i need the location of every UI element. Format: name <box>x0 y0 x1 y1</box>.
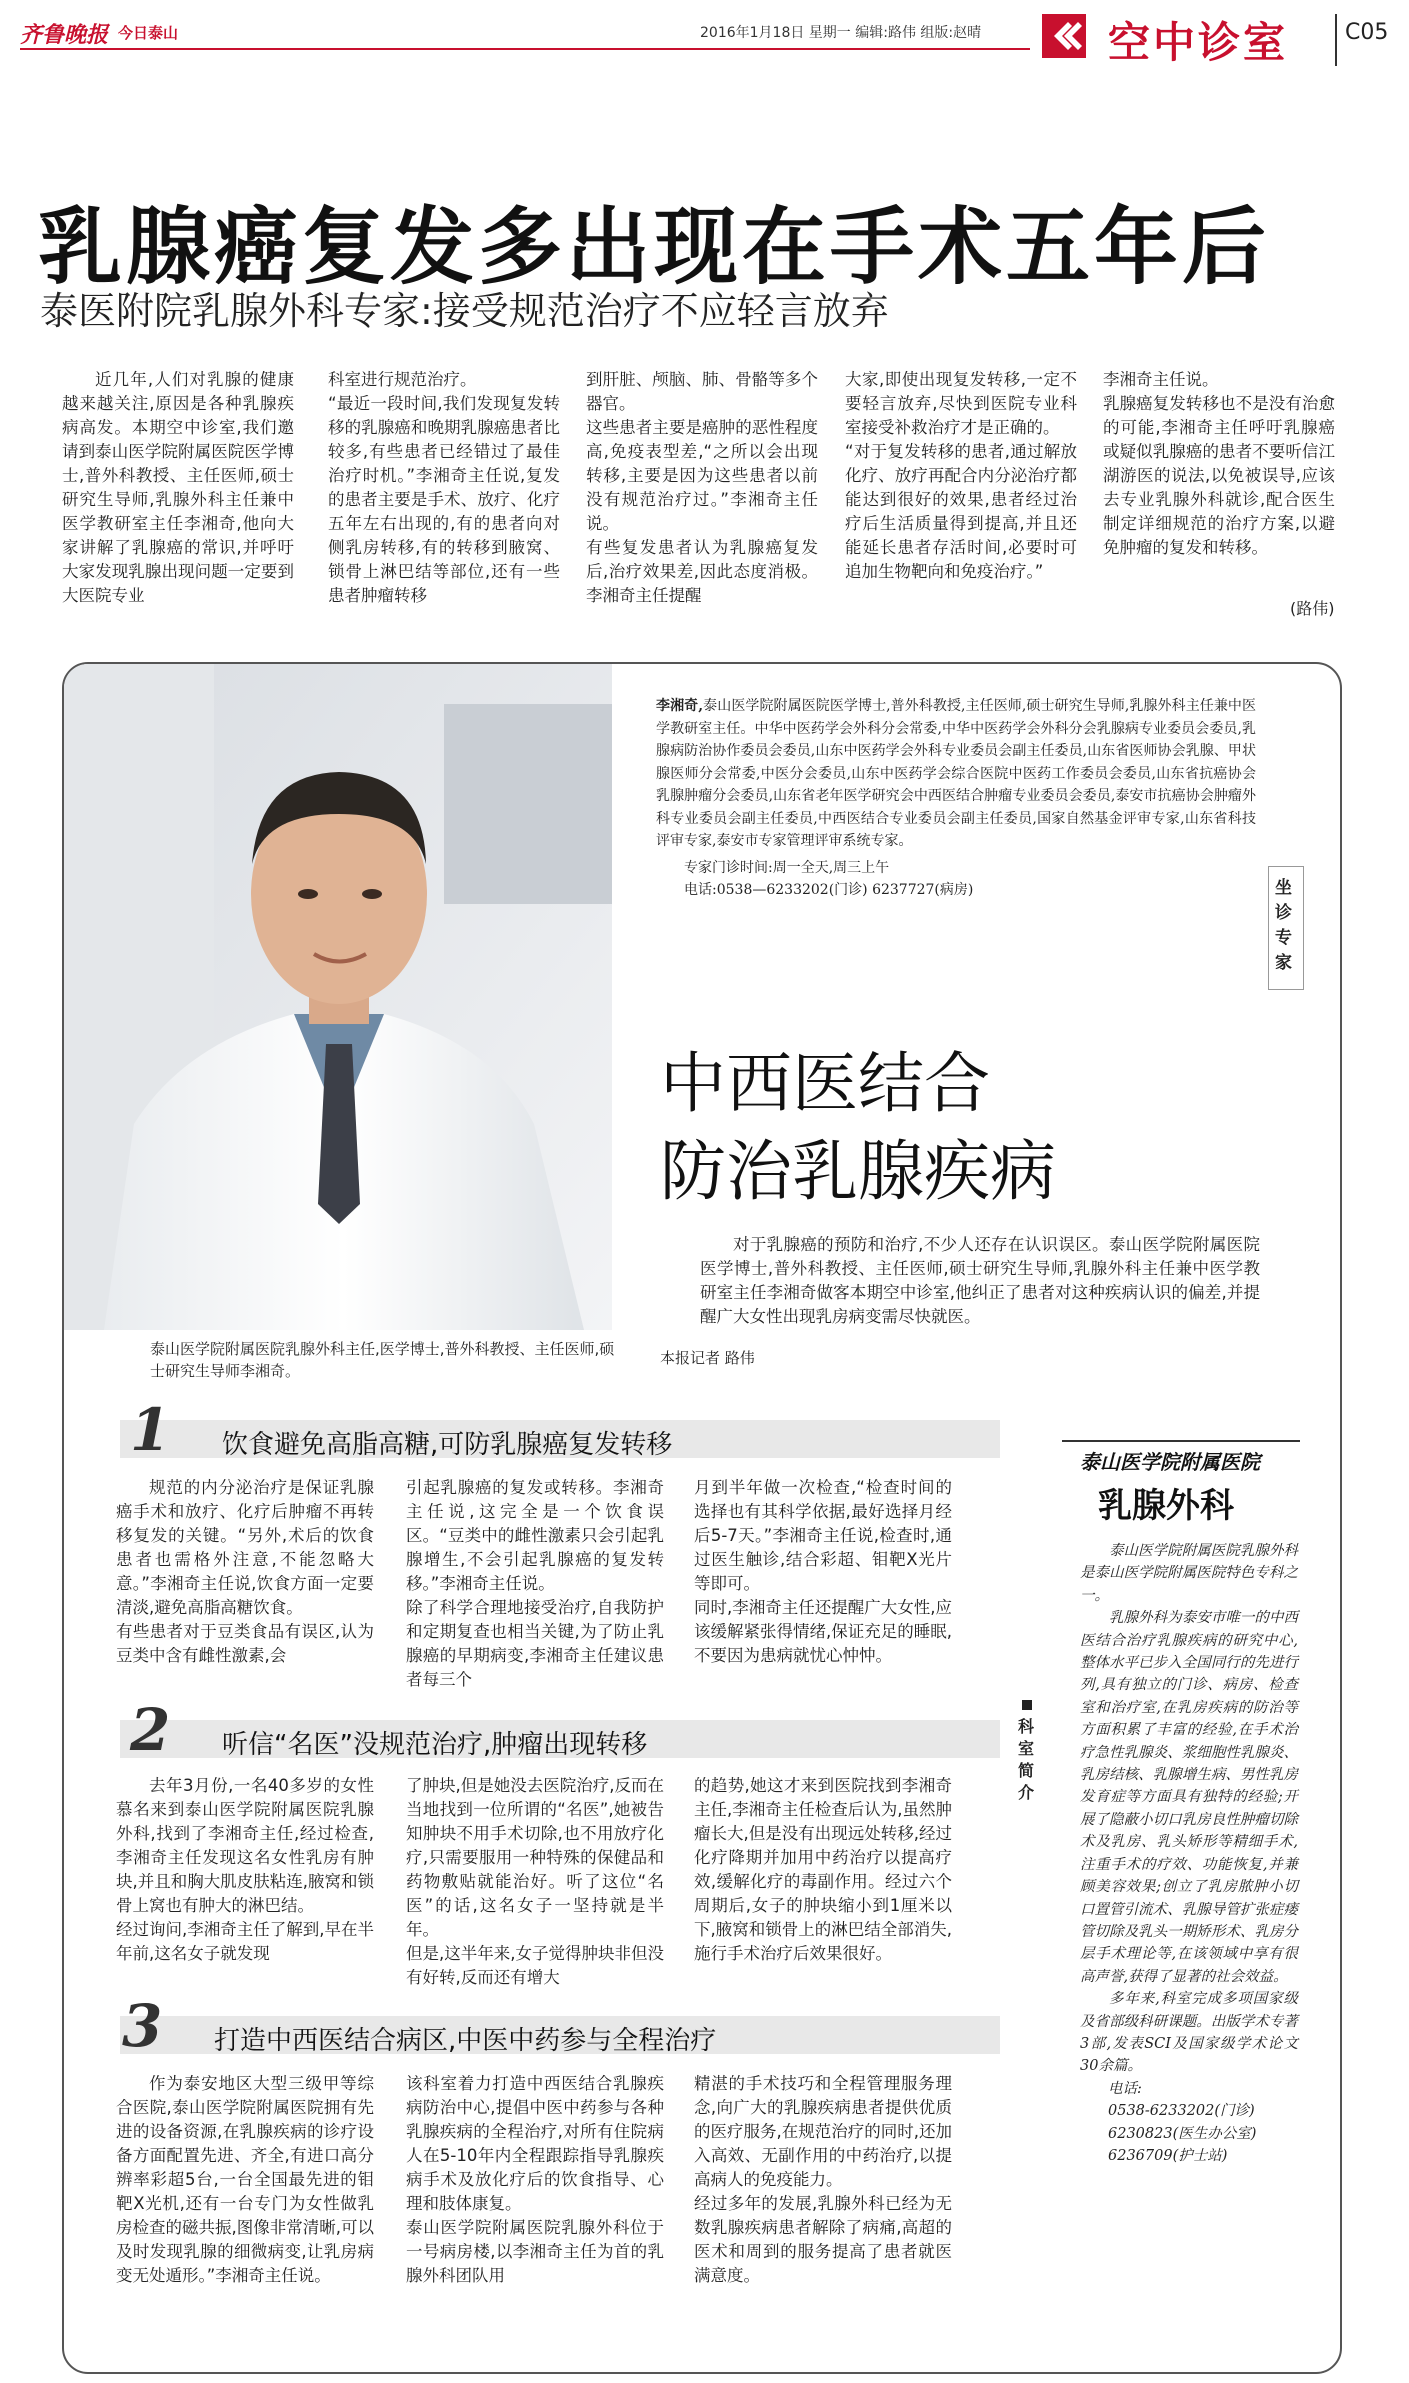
section-chevron-icon <box>1042 14 1086 58</box>
sidebar-body <box>1080 1540 1298 2167</box>
lead-column-5: 李湘奇主任说。 乳腺癌复发转移也不是没有治愈的可能,李湘奇主任呼吁乳腺癌或疑似乳腺癌的患者不要听信江湖游医的说法,以免被误导,应该去专业乳腺外科就诊,配合医生制定详细规范的治疗方案,以避免肿瘤的复发和转移。 <box>1103 370 1335 557</box>
section-3-number: 3 <box>122 1992 163 2060</box>
section-3-column-1: 作为泰安地区大型三级甲等综合医院,泰山医学院附属医院拥有先进的设备资源,在乳腺疾病的诊疗设备方面配置先进、齐全,有进口高分辨率彩超5台,一台全国最先进的钼靶X光机,还有一台专门为女性做乳房检查的磁共振,图像非常清晰,可以及时发现乳腺的细微病变,让乳房病变无处遁形。”李湘奇主任说。 <box>116 2074 374 2285</box>
sub-headline: 泰医附院乳腺外科专家:接受规范治疗不应轻言放弃 <box>40 289 889 333</box>
feature-intro: 对于乳腺癌的预防和治疗,不少人还存在认识误区。泰山医学院附属医院医学博士,普外科教授、主任医师,硕士研究生导师,乳腺外科主任兼中医学教研室主任李湘奇做客本期空中诊室,他纠正了患者对这种疾病认识的偏差,并提醒广大女性出现乳房病变需尽快就医。 <box>700 1235 1260 1326</box>
feature-title-line1: 中西医结合 <box>660 1045 990 1122</box>
expert-tag: 坐诊专家 <box>1275 878 1292 973</box>
page-number: C05 <box>1345 20 1389 45</box>
feature-title-line2: 防治乳腺疾病 <box>660 1133 1056 1210</box>
section-1-heading: 饮食避免高脂高糖,可防乳腺癌复发转移 <box>222 1430 673 1460</box>
section-1-column-3: 月到半年做一次检查,“检查时间的选择也有其科学依据,最好选择月经后5-7天。”李湘奇主任说,检查时,通过医生触诊,结合彩超、钼靶X光片等即可。 同时,李湘奇主任还提醒广大女性,应该缓解紧张得情绪,保证充足的睡眠,不要因为患病就忧心忡忡。 <box>694 1478 952 1665</box>
masthead-logo: 齐鲁晚报 <box>20 22 109 48</box>
expert-bio-text: 泰山医学院附属医院医学博士,普外科教授,主任医师,硕士研究生导师,乳腺外科主任兼中医学教研室主任。中华中医药学会外科分会常委,中华中医药学会外科分会乳腺病专业委员会委员,乳腺病防治协作委员会委员,山东中医药学会外科专业委员会副主任委员,山东省医师协会乳腺、甲状腺医师分会常委,中医分会委员,山东中医药学会综合医院中医药工作委员会委员,山东省抗癌协会乳腺肿瘤分会委员,山东省老年医学研究会中西医结合肿瘤专业委员会委员,泰安市抗癌协会肿瘤外科专业委员会副主任委员,中西医结合专业委员会副主任委员,国家自然基金评审专家,山东省科技评审专家,泰安市专家管理评审系统专家。 <box>656 698 1256 849</box>
reporter-byline: 本报记者 路伟 <box>660 1349 755 1367</box>
lead-column-4: 大家,即使出现复发转移,一定不要轻言放弃,尽快到医院专业科室接受补救治疗才是正确的。 “对于复发转移的患者,通过解放化疗、放疗再配合内分泌治疗都能达到很好的效果,患者经过治疗后生活质量得到提高,并且还能延长患者存活时间,必要时可追加生物靶向和免疫治疗。” <box>845 370 1077 581</box>
section-title: 空中诊室 <box>1108 18 1289 67</box>
issue-meta: 2016年1月18日 星期一 编辑:路伟 组版:赵晴 <box>700 25 982 41</box>
sidebar-paragraph-2: 乳腺外科为泰安市唯一的中西医结合治疗乳腺疾病的研究中心,整体水平已步入全国同行的先进行列,具有独立的门诊、病房、检查室和治疗室,在乳房疾病的防治等方面积累了丰富的经验,在手术治疗急性乳腺炎、浆细胞性乳腺炎、乳房结核、乳腺增生病、男性乳房发育症等方面具有独特的经验;开展了隐蔽小切口乳房良性肿瘤切除术及乳房、乳头矫形等精细手术,注重手术的疗效、功能恢复,并兼顾美容效果;创立了乳房脓肿小切口置管引流术、乳腺导管扩张症瘘管切除及乳头一期矫形术、乳房分层手术理论等,在该领域中享有很高声誉,获得了显著的社会效益。 <box>1080 1610 1298 1985</box>
sidebar-tag: 科室简介 <box>1018 1717 1035 1802</box>
lead-byline: (路伟) <box>1290 599 1335 618</box>
lead-column-3: 到肝脏、颅脑、肺、骨骼等多个器官。 这些患者主要是癌肿的恶性程度高,免疫表型差,“之所以会出现转移,主要是因为这些患者以前没有规范治疗过。”李湘奇主任说。 有些复发患者认为乳腺癌复发后,治疗效果差,因此态度消极。李湘奇主任提醒 <box>586 370 818 605</box>
sidebar-paragraph-1: 泰山医学院附属医院乳腺外科是泰山医学院附属医院特色专科之一。 <box>1080 1543 1298 1604</box>
section-2-heading: 听信“名医”没规范治疗,肿瘤出现转移 <box>222 1730 648 1760</box>
header-divider <box>1335 14 1337 66</box>
section-3-column-2: 该科室着力打造中西医结合乳腺疾病防治中心,提倡中医中药参与各种乳腺疾病的全程治疗,对所有住院病人在5-10年内全程跟踪指导乳腺疾病手术及放化疗后的饮食指导、心理和肢体康复。 泰山医学院附属医院乳腺外科位于一号病房楼,以李湘奇主任为首的乳腺外科团队用 <box>406 2074 664 2285</box>
expert-photo <box>64 664 612 1330</box>
sidebar-hospital: 泰山医学院附属医院 <box>1080 1450 1260 1474</box>
clinic-time: 专家门诊时间:周一全天,周三上午 <box>684 859 890 876</box>
section-1-number: 1 <box>130 1396 171 1464</box>
sidebar-dept: 乳腺外科 <box>1098 1486 1234 1526</box>
section-3-column-3: 精湛的手术技巧和全程管理服务理念,向广大的乳腺疾病患者提供优质的医疗服务,在规范治疗的同时,还加入高效、无副作用的中药治疗,以提高病人的免疫能力。 经过多年的发展,乳腺外科已经为无数乳腺疾病患者解除了病痛,高超的医术和周到的服务提高了患者就医满意度。 <box>694 2074 952 2285</box>
section-2-column-3: 的趋势,她这才来到医院找到李湘奇主任,李湘奇主任检查后认为,虽然肿瘤长大,但是没有出现远处转移,经过化疗降期并加用中药治疗以提高疗效,缓解化疗的毒副作用。经过六个周期后,女子的肿块缩小到1厘米以下,腋窝和锁骨上的淋巴结全部消失,施行手术治疗后效果很好。 <box>694 1776 952 1963</box>
expert-bio <box>656 695 1256 902</box>
sidebar-bullet-icon <box>1022 1700 1032 1710</box>
sidebar-phone-2: 6230823(医生办公室) <box>1108 2125 1257 2142</box>
expert-name: 李湘奇, <box>656 698 704 714</box>
lead-column-2: 科室进行规范治疗。 “最近一段时间,我们发现复发转移的乳腺癌和晚期乳腺癌患者比较多,有些患者已经错过了最佳治疗时机。”李湘奇主任说,复发的患者主要是手术、放疗、化疗五年左右出现的,有的患者向对侧乳房转移,有的转移到腋窝、锁骨上淋巴结等部位,还有一些患者肿瘤转移 <box>328 370 560 605</box>
photo-caption: 泰山医学院附属医院乳腺外科主任,医学博士,普外科教授、主任医师,硕士研究生导师李湘奇。 <box>150 1340 615 1380</box>
sidebar-phone-3: 6236709(护士站) <box>1108 2147 1228 2164</box>
lead-column-1: 近几年,人们对乳腺的健康越来越关注,原因是各种乳腺疾病高发。本期空中诊室,我们邀请到泰山医学院附属医院医学博士,普外科教授、主任医师,硕士研究生导师,乳腺外科主任兼中医学教研室主任李湘奇,他向大家讲解了乳腺癌的常识,并呼吁大家发现乳腺出现问题一定要到大医院专业 <box>62 370 294 605</box>
section-2-column-2: 了肿块,但是她没去医院治疗,反而在当地找到一位所谓的“名医”,她被告知肿块不用手术切除,也不用放疗化疗,只需要服用一种特殊的保健品和药物敷贴就能治好。听了这位“名医”的话,这名女子一坚持就是半年。 但是,这半年来,女子觉得肿块非但没有好转,反而还有增大 <box>406 1776 664 1987</box>
section-3-heading: 打造中西医结合病区,中医中药参与全程治疗 <box>214 2026 717 2056</box>
sidebar-phone-1: 0538-6233202(门诊) <box>1108 2103 1255 2120</box>
feature-title <box>660 1040 1056 1216</box>
expert-phone: 电话:0538—6233202(门诊) 6237727(病房) <box>684 882 974 898</box>
section-1-column-1: 规范的内分泌治疗是保证乳腺癌手术和放疗、化疗后肿瘤不再转移复发的关键。“另外,术后的饮食患者也需格外注意,不能忽略大意。”李湘奇主任说,饮食方面一定要清淡,避免高脂高糖饮食。 有些患者对于豆类食品有误区,认为豆类中含有雌性激素,会 <box>116 1478 374 1665</box>
section-2-column-1: 去年3月份,一名40多岁的女性慕名来到泰山医学院附属医院乳腺外科,找到了李湘奇主任,经过检查,李湘奇主任发现这名女性乳房有肿块,并且和胸大肌皮肤粘连,腋窝和锁骨上窝也有肿大的淋巴结。 经过询问,李湘奇主任了解到,早在半年前,这名女子就发现 <box>116 1776 374 1963</box>
sidebar-phone-label: 电话: <box>1108 2080 1142 2097</box>
header-rule <box>20 48 1030 50</box>
edition-label: 今日泰山 <box>118 24 179 42</box>
section-1-column-2: 引起乳腺癌的复发或转移。李湘奇主任说,这完全是一个饮食误区。“豆类中的雌性激素只会引起乳腺增生,不会引起乳腺癌的复发转移。”李湘奇主任说。 除了科学合理地接受治疗,自我防护和定期复查也相当关键,为了防止乳腺癌的早期病变,李湘奇主任建议患者每三个 <box>406 1478 664 1689</box>
sidebar-paragraph-3: 多年来,科室完成多项国家级及省部级科研课题。出版学术专著3部,发表SCI及国家级学术论文30余篇。 <box>1080 1991 1298 2075</box>
section-2-number: 2 <box>130 1696 171 1764</box>
main-headline: 乳腺癌复发多出现在手术五年后 <box>38 198 1271 296</box>
sidebar-rule <box>1062 1440 1300 1442</box>
